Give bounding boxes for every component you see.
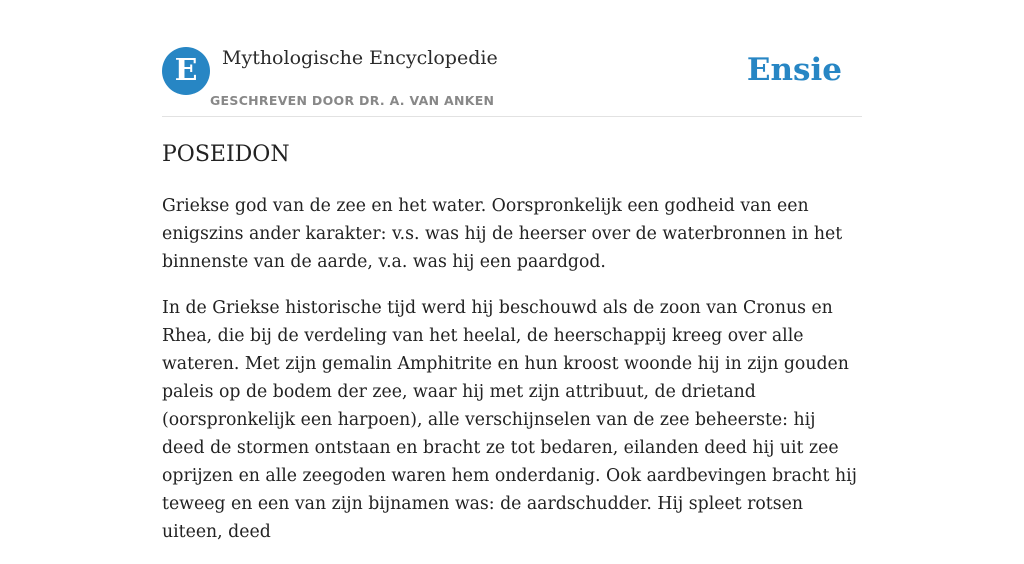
entry-paragraph-1: Griekse god van de zee en het water. Oorspronkelijk een godheid van een enigszins ander karakter: v.s. was hij de heerser over de waterbronnen in het binnenste van de aarde, v.a. was hij een paardgod. (162, 196, 843, 272)
author-byline: GESCHREVEN DOOR DR. A. VAN ANKEN (210, 93, 495, 108)
entry-paragraph-2: In de Griekse historische tijd werd hij beschouwd als de zoon van Cronus en Rhea, die bij de verdeling van het heelal, de heerschappij kreeg over alle wateren. Met zijn gemalin Amphitrite en hun kroost woonde hij in zijn gouden paleis op de bodem der zee, waar hij met zijn attribuut, de drietand (oorspronkelijk een harpoen), alle verschijnselen van de zee beheerste: hij deed de stormen ontstaan en bracht ze tot bedaren, eilanden deed hij uit zee oprijzen en alle zeegoden waren hem onderdanig. Ook aardbevingen bracht hij teweeg en een van zijn bijnamen was: de aardschudder. Hij spleet rotsen uiteen, deed (162, 298, 858, 542)
publication-title-link[interactable]: Mythologische Encyclopedie (222, 47, 498, 69)
ensie-brand-logo[interactable]: Ensie (746, 52, 842, 88)
publication-logo-icon[interactable]: E (162, 47, 210, 95)
entry-title: POSEIDON (162, 142, 290, 167)
site-header (162, 0, 862, 117)
entry-body (162, 192, 862, 564)
page (162, 0, 862, 542)
